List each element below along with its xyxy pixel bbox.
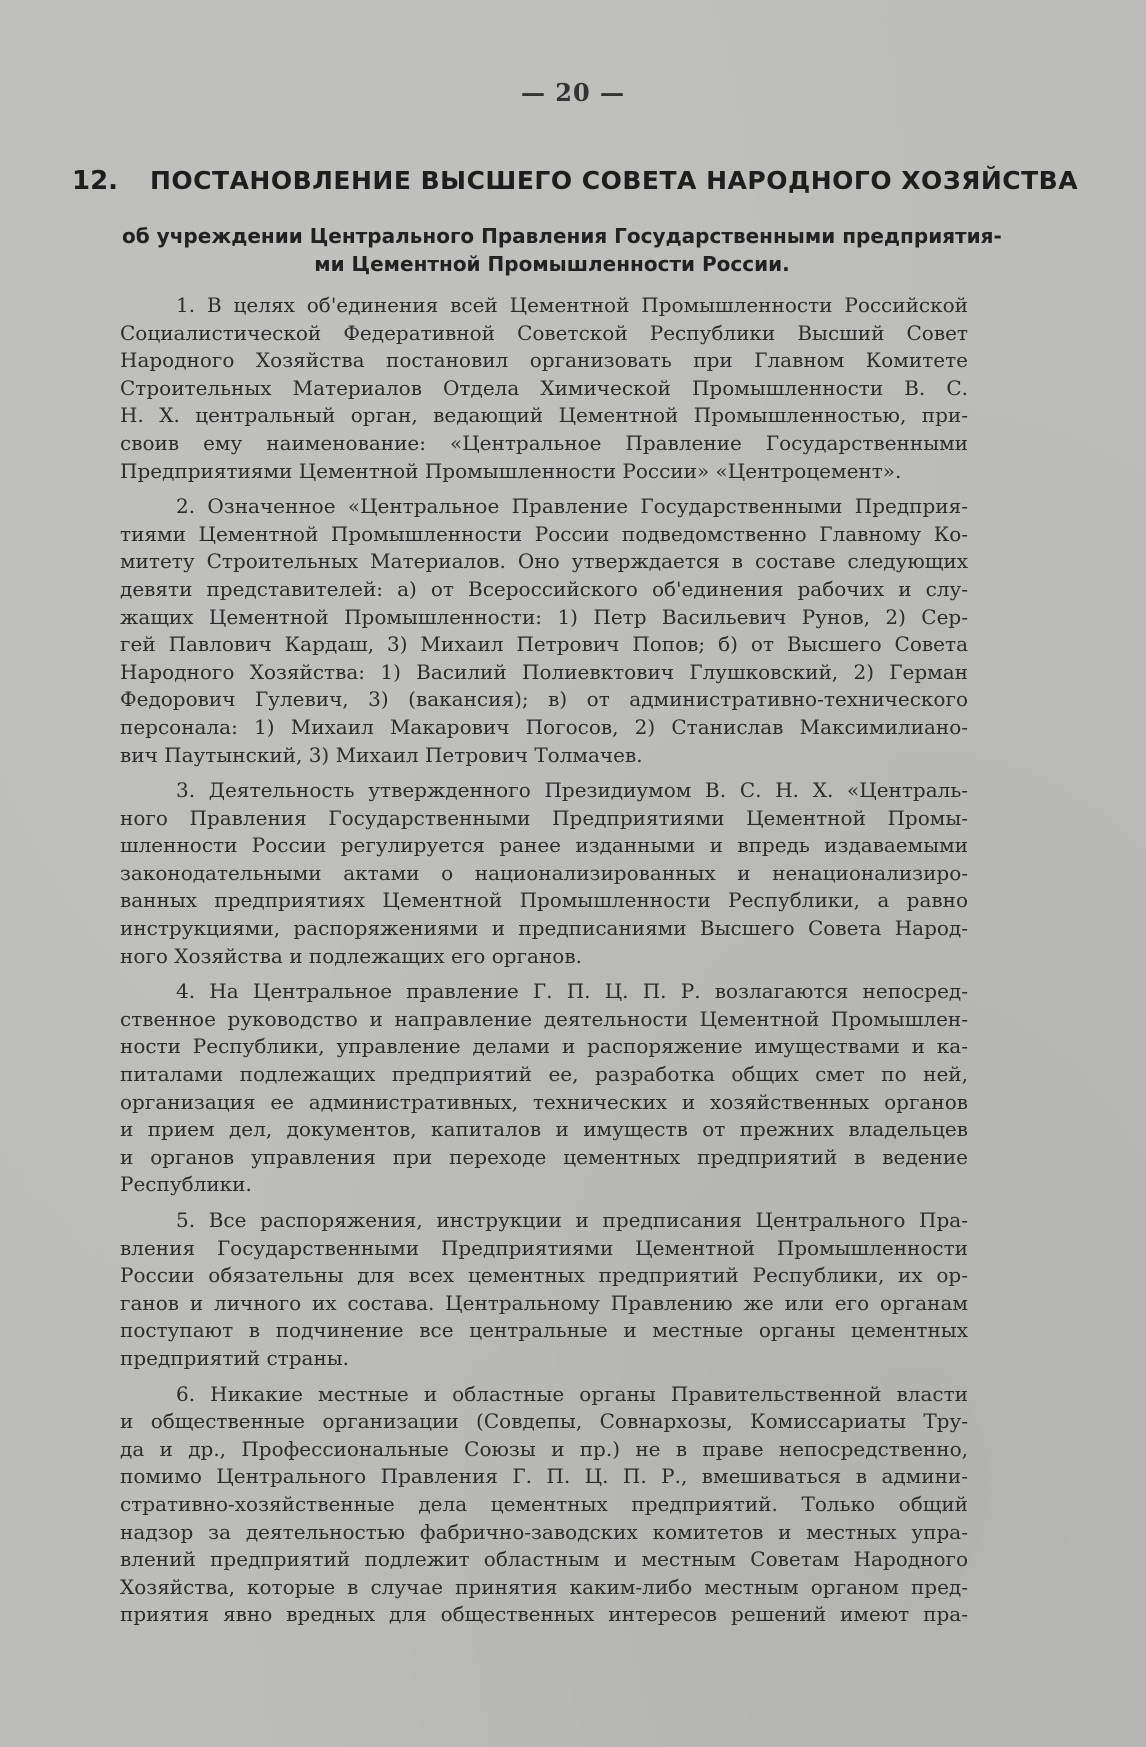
paragraph-line: ного Правления Государственными Предприятиями Цементной Промы-: [120, 805, 968, 830]
paragraph-line: Социалистической Федеративной Советской Республики Высший Совет: [120, 320, 968, 345]
paragraph-line: 1. В целях об'единения всей Цементной Промышленности Российской: [176, 293, 968, 317]
document-heading: [72, 166, 1082, 206]
paragraph-line: и органов управления при переходе цементных предприятий в ведение: [120, 1144, 968, 1169]
paragraph-line: своив ему наименование: «Центральное Правление Государственными: [120, 430, 968, 455]
subtitle-line: ми Цементной Промышленности России.: [314, 252, 790, 276]
paragraph-line: влений предприятий подлежит областным и местным Советам Народного: [120, 1547, 968, 1572]
document-number: 12.: [72, 166, 119, 196]
paragraph-line: шленности России регулируется ранее изданными и впредь издаваемыми: [120, 833, 968, 858]
paragraph-2: [120, 493, 968, 769]
page-number: — 20 —: [520, 78, 626, 107]
paragraph-line: жащих Цементной Промышленности: 1) Петр Васильевич Рунов, 2) Сер-: [120, 604, 968, 629]
paragraph-line: вления Государственными Предприятиями Цементной Промышленности: [120, 1235, 968, 1260]
paragraph-line: Федорович Гулевич, 3) (вакансия); в) от административно-технического: [120, 687, 968, 712]
paragraph-line: законодательными актами о национализированных и ненационализиро-: [120, 860, 968, 885]
paragraph-6: [120, 1381, 968, 1629]
document-title: ПОСТАНОВЛЕНИЕ ВЫСШЕГО СОВЕТА НАРОДНОГО ХОЗЯЙСТВА: [150, 166, 1079, 195]
paragraph-line: 5. Все распоряжения, инструкции и предписания Центрального Пра-: [176, 1208, 968, 1232]
paragraph-line: Народного Хозяйства: 1) Василий Полиевктович Глушковский, 2) Герман: [120, 659, 968, 684]
paragraph-line: Н. Х. центральный орган, ведающий Цементной Промышленностью, при-: [120, 403, 968, 428]
paragraph-line: и общественные организации (Совдепы, Совнархозы, Комиссариаты Тру-: [120, 1409, 968, 1434]
paragraph-line: помимо Центрального Правления Г. П. Ц. П. Р., вмешиваться в админи-: [120, 1464, 968, 1489]
paragraph-line: Предприятиями Цементной Промышленности России» «Центроцемент».: [120, 458, 902, 483]
paragraph-line: 4. На Центральное правление Г. П. Ц. П. Р. возлагаются непосред-: [176, 979, 968, 1004]
paragraph-line: 6. Никакие местные и областные органы Правительственной власти: [176, 1381, 968, 1406]
paragraph-line: вич Паутынский, 3) Михаил Петрович Толмачев.: [120, 742, 643, 767]
paragraph-line: тиями Цементной Промышленности России подведомственно Главному Ко-: [120, 521, 968, 546]
paragraph-line: организация ее административных, технических и хозяйственных органов: [120, 1089, 968, 1114]
document-body: [120, 292, 968, 1637]
paragraph-line: ганов и личного их состава. Центральному Правлению же или его органам: [120, 1290, 968, 1315]
paragraph-line: 3. Деятельность утвержденного Президиумом В. С. Н. Х. «Централь-: [176, 778, 968, 803]
paragraph-line: персонала: 1) Михаил Макарович Погосов, 2) Станислав Максимилиано-: [120, 714, 968, 739]
paragraph-line: и прием дел, документов, капиталов и имуществ от прежних владельцев: [120, 1117, 968, 1142]
paragraph-line: Строительных Материалов Отдела Химической Промышленности В. С.: [120, 375, 968, 400]
paragraph-5: [120, 1207, 968, 1373]
paragraph-line: ного Хозяйства и подлежащих его органов.: [120, 943, 582, 968]
subtitle-line: об учреждении Центрального Правления Государственными предприятия-: [122, 224, 1002, 248]
paragraph-line: ванных предприятиях Цементной Промышленности Республики, а равно: [120, 888, 968, 913]
document-subtitle: [122, 222, 1002, 278]
paragraph-line: ности Республики, управление делами и распоряжение имуществами и ка-: [120, 1034, 968, 1059]
paragraph-1: [120, 292, 968, 485]
paragraph-line: приятия явно вредных для общественных интересов решений имеют пра-: [120, 1602, 968, 1627]
paragraph-line: 2. Означенное «Центральное Правление Государственными Предприя-: [176, 494, 968, 519]
paragraph-line: Народного Хозяйства постановил организовать при Главном Комитете: [120, 348, 968, 373]
paragraph-line: России обязательны для всех цементных предприятий Республики, их ор-: [120, 1263, 968, 1288]
paragraph-line: Хозяйства, которые в случае принятия каким-либо местным органом пред-: [120, 1574, 968, 1599]
paragraph-line: предприятий страны.: [120, 1345, 350, 1370]
paragraph-4: [120, 978, 968, 1199]
paragraph-line: гей Павлович Кардаш, 3) Михаил Петрович Попов; б) от Высшего Совета: [120, 632, 968, 657]
paragraph-line: митету Строительных Материалов. Оно утверждается в составе следующих: [120, 549, 968, 574]
paragraph-line: девяти представителей: а) от Всероссийского об'единения рабочих и слу-: [120, 576, 968, 601]
paragraph-3: [120, 777, 968, 970]
paragraph-line: инструкциями, распоряжениями и предписаниями Высшего Совета Народ-: [120, 916, 968, 941]
paragraph-line: стративно-хозяйственные дела цементных предприятий. Только общий: [120, 1491, 968, 1516]
paragraph-line: да и др., Профессиональные Союзы и пр.) не в праве непосредственно,: [120, 1436, 968, 1461]
paragraph-line: Республики.: [120, 1172, 252, 1197]
paragraph-line: поступают в подчинение все центральные и местные органы цементных: [120, 1318, 968, 1343]
paragraph-line: надзор за деятельностью фабрично-заводских комитетов и местных упра-: [120, 1519, 968, 1544]
paragraph-line: питалами подлежащих предприятий ее, разработка общих смет по ней,: [120, 1062, 968, 1087]
paragraph-line: ственное руководство и направление деятельности Цементной Промышлен-: [120, 1006, 968, 1031]
